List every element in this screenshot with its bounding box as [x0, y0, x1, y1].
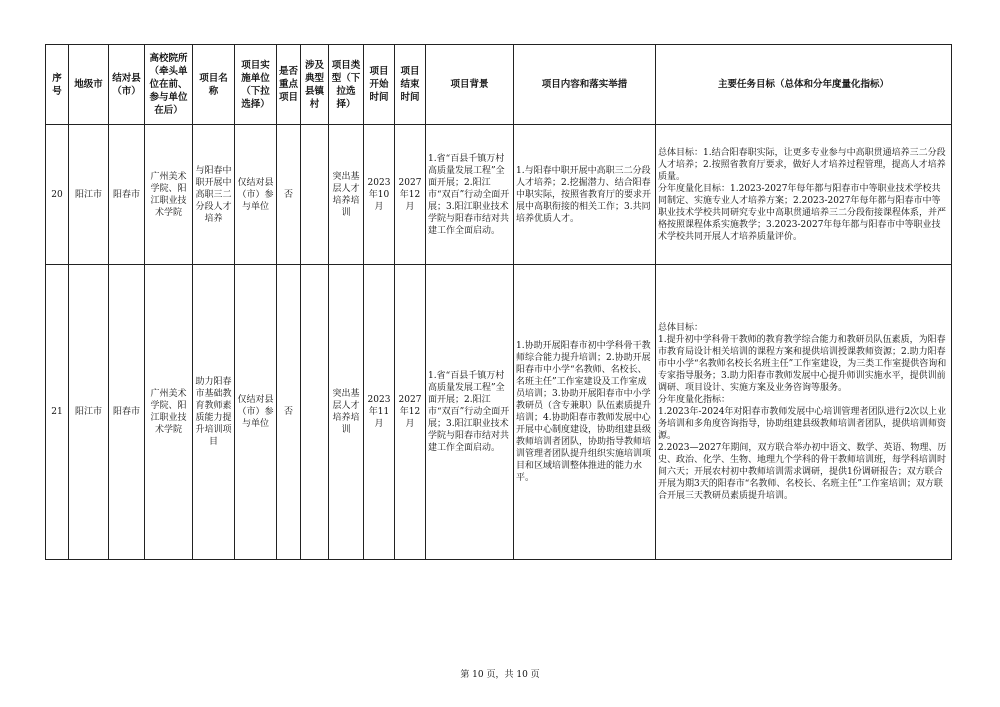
target-paragraph: 分年度量化目标：1.2023-2027年每年都与阳春市中等职业技术学校共同制定、实施专业人才培养方案；2.2023-2027年每年都与阳春市中等职业技术学校共同研究专业中高职贯通培养三二分段衔接课程体系，并严格按照课程体系实施教学；3.2023-2027年每年都与阳春市中等职业技术学校共同开展人才培养质量评价。 — [658, 183, 947, 242]
cell-project: 与阳春中职开展中高职三二分段人才培养 — [193, 125, 235, 265]
target-paragraph: 1.提升初中学科骨干教师的教育教学综合能力和教研员队伍素质，为阳春市教育局设计相关培训的课程方案和提供培训授课教师资源；2.助力阳春市中小学“名教师名校长名班主任”工作室建设，为三类工作室提供咨询和专家指导服务；3.助力阳春市教师发展中心提升师训实施水平，提供训前调研、项目设计、实施方案及业务咨询等服务。 — [658, 335, 947, 393]
cell-type: 突出基层人才培养培训 — [329, 265, 364, 560]
header-background: 项目背景 — [426, 45, 514, 125]
target-paragraph: 总体目标：1.结合阳春职实际，让更多专业参与中高职贯通培养三二分段人才培养；2.按照省教育厅要求，做好人才培养过程管理，提高人才培养质量。 — [658, 147, 946, 182]
cell-end: 2027年12月 — [395, 125, 426, 265]
header-start: 项目开始时间 — [364, 45, 395, 125]
cell-targets — [656, 265, 952, 560]
cell-village — [301, 265, 329, 560]
header-institution: 高校院所（牵头单位在前、参与单位在后） — [145, 45, 193, 125]
cell-end: 2027年12月 — [395, 265, 426, 560]
cell-measures: 1.协助开展阳春市初中学科骨干教师综合能力提升培训；2.协助开展阳春市中小学“名教师、名校长、名班主任”工作室建设及工作室成员培训；3.协助开展阳春市中小学教研员（含专兼职）队伍素质提升培训；4.协助阳春市教师发展中心开展中心制度建设，协助组建县级教师培训者团队，协助指导教师培训管理者团队提升组织实施培训项目和区域培训整体推进的能力水平。 — [514, 265, 656, 560]
cell-background: 1.省“百县千镇万村高质量发展工程”全面开展；2.阳江市“双百”行动全面开展；3.阳江职业技术学院与阳春市结对共建工作全面启动。 — [426, 265, 514, 560]
header-village: 涉及典型县镇村 — [301, 45, 329, 125]
cell-start: 2023年10月 — [364, 125, 395, 265]
cell-institution: 广州美术学院、阳江职业技术学院 — [145, 125, 193, 265]
cell-seq: 21 — [46, 265, 69, 560]
cell-seq: 20 — [46, 125, 69, 265]
target-paragraph: 总体目标： — [658, 323, 704, 333]
cell-background: 1.省“百县千镇万村高质量发展工程”全面开展；2.阳江市“双百”行动全面开展；3.阳江职业技术学院与阳春市结对共建工作全面启动。 — [426, 125, 514, 265]
cell-city: 阳江市 — [69, 125, 109, 265]
project-table — [45, 44, 952, 560]
header-measures: 项目内容和落实举措 — [514, 45, 656, 125]
header-key: 是否重点项目 — [277, 45, 301, 125]
table-header — [46, 45, 952, 125]
cell-county: 阳春市 — [109, 265, 145, 560]
header-unit: 项目实施单位（下拉选择） — [235, 45, 277, 125]
table-row — [46, 125, 952, 265]
page-number: 第 10 页，共 10 页 — [460, 670, 540, 680]
cell-project: 助力阳春市基础教育教师素质能力提升培训项目 — [193, 265, 235, 560]
header-end: 项目结束时间 — [395, 45, 426, 125]
header-seq: 序号 — [46, 45, 69, 125]
target-paragraph: 1.2023年-2024年对阳春市教师发展中心培训管理者团队进行2次以上业务培训和多角度咨询指导，协助组建县级教师培训者团队，提供培训师资源。 — [658, 407, 947, 441]
target-paragraph: 2.2023—2027年期间，双方联合举办初中语文、数学、英语、物理、历史、政治、化学、生物、地理九个学科的骨干教师培训班，每学科培训时间六天；开展农村初中教师培训需求调研，提供1份调研报告；双方联合开展为期3天的阳春市“名教师、名校长、名班主任”工作室培训；双方联合开展三天教研员素质提升培训。 — [658, 443, 947, 501]
header-city: 地级市 — [69, 45, 109, 125]
cell-start: 2023年11月 — [364, 265, 395, 560]
cell-key: 否 — [277, 125, 301, 265]
target-paragraph: 分年度量化指标： — [658, 395, 731, 405]
cell-key: 否 — [277, 265, 301, 560]
cell-county: 阳春市 — [109, 125, 145, 265]
cell-measures: 1.与阳春中职开展中高职三二分段人才培养；2.挖掘潜力、结合阳春中职实际，按照省教育厅的要求开展中高职衔接的相关工作；3.共同培养优质人才。 — [514, 125, 656, 265]
header-type: 项目类型（下拉选择） — [329, 45, 364, 125]
header-targets: 主要任务目标（总体和分年度量化指标） — [656, 45, 952, 125]
header-project: 项目名称 — [193, 45, 235, 125]
cell-unit: 仅结对县（市）参与单位 — [235, 265, 277, 560]
cell-type: 突出基层人才培养培训 — [329, 125, 364, 265]
cell-city: 阳江市 — [69, 265, 109, 560]
header-county: 结对县（市） — [109, 45, 145, 125]
cell-unit: 仅结对县（市）参与单位 — [235, 125, 277, 265]
table-row — [46, 265, 952, 560]
cell-village — [301, 125, 329, 265]
cell-institution: 广州美术学院、阳江职业技术学院 — [145, 265, 193, 560]
cell-targets — [656, 125, 952, 265]
